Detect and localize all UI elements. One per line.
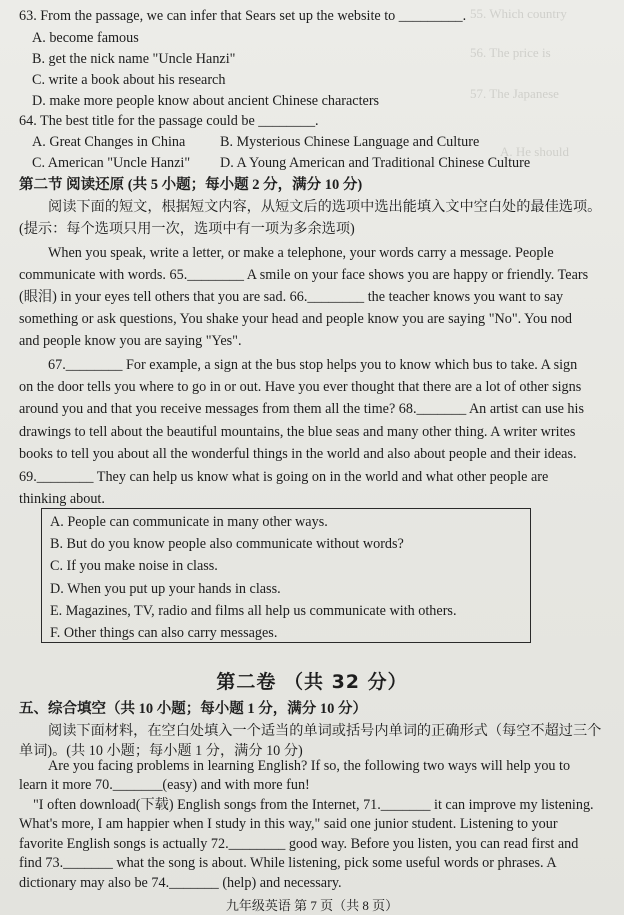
question-64-stem: 64. The best title for the passage could be ________.	[19, 113, 319, 129]
passage-line: 67.________ For example, a sign at the bus stop helps you to know which bus to take. A sign	[48, 357, 578, 373]
passage-2-line: find 73._______ what the song is about. While listening, pick some useful words or phrases. A	[19, 855, 557, 871]
section-5-title: 五、综合填空（共 10 小题；每小题 1 分，满分 10 分）	[19, 701, 367, 717]
passage-line: and people know you are saying "Yes".	[19, 333, 242, 349]
passage-line: thinking about.	[19, 491, 105, 507]
bleed-through-text: 57. The Japanese	[470, 86, 559, 101]
question-63-option-c: C. write a book about his research	[32, 72, 226, 88]
option-e: E. Magazines, TV, radio and films all help us communicate with others.	[50, 603, 457, 619]
section-2-title: 第二节 阅读还原 (共 5 小题；每小题 2 分，满分 10 分)	[19, 177, 363, 193]
passage-line: something or ask questions, You shake your head and people know you are saying "No". You nod	[19, 311, 573, 327]
passage-line: When you speak, write a letter, or make a telephone, your words carry a message. People	[48, 245, 554, 261]
bleed-through-text: 55. Which country	[470, 6, 567, 21]
bleed-through-text: A. He should	[500, 144, 569, 159]
passage-2-line: "I often download(下载) English songs from the Internet, 71._______ it can improve my listening.	[33, 797, 594, 813]
option-c: C. If you make noise in class.	[50, 558, 218, 574]
section-2-instruction: 阅读下面的短文，根据短文内容，从短文后的选项中选出能填入文中空白处的最佳选项。	[48, 199, 602, 215]
question-63-option-a: A. become famous	[32, 30, 139, 46]
passage-2-line: Are you facing problems in learning English? If so, the following two ways will help you to	[48, 758, 571, 774]
section-2-tip: (提示：每个选项只用一次，选项中有一项为多余选项)	[19, 221, 355, 237]
section-5-instruction-cont: 单词)。(共 10 小题；每小题 1 分，满分 10 分)	[19, 743, 303, 759]
question-63-option-d: D. make more people know about ancient Chinese characters	[32, 93, 380, 109]
question-63-stem: 63. From the passage, we can infer that Sears set up the website to _________.	[19, 8, 467, 24]
option-f: F. Other things can also carry messages.	[50, 625, 278, 641]
question-64-option-a: A. Great Changes in China	[32, 134, 186, 150]
passage-line: on the door tells you where to go in or out. Have you ever thought that there are a lot of other signs	[19, 379, 582, 395]
question-64-option-b: B. Mysterious Chinese Language and Culture	[220, 134, 480, 150]
option-b: B. But do you know people also communicate without words?	[50, 536, 404, 552]
volume-2-title: 第二卷 （共 32 分）	[216, 671, 408, 693]
passage-line: (眼泪) in your eyes tell others that you are sad. 66.________ the teacher knows you want to say	[19, 289, 564, 305]
passage-2-line: dictionary may also be 74._______ (help) and necessary.	[19, 875, 342, 891]
option-a: A. People can communicate in many other ways.	[50, 514, 328, 530]
bleed-through-text: 56. The price is	[470, 45, 551, 60]
passage-line: communicate with words. 65.________ A smile on your face shows you are happy or friendly. Tears	[19, 267, 589, 283]
passage-line: 69.________ They can help us know what is going on in the world and what other people are	[19, 469, 549, 485]
option-d: D. When you put up your hands in class.	[50, 581, 281, 597]
passage-2-line: What's more, I am happier when I study in this way," said one junior student. Listening to your	[19, 816, 558, 832]
passage-2-line: favorite English songs is actually 72.________ good way. Before you listen, you can read first and	[19, 836, 579, 852]
question-64-option-c: C. American "Uncle Hanzi"	[32, 155, 191, 171]
page-footer: 九年级英语 第 7 页（共 8 页）	[225, 898, 399, 913]
question-63-option-b: B. get the nick name "Uncle Hanzi"	[32, 51, 236, 67]
passage-2-line: learn it more 70._______(easy) and with more fun!	[19, 777, 310, 793]
question-64-option-d: D. A Young American and Traditional Chinese Culture	[220, 155, 531, 171]
passage-line: drawings to tell about the beautiful mountains, the blue seas and many other thing. A writer writes	[19, 424, 576, 440]
passage-line: books to tell you about all the wonderful things in the world and also about people and their ideas.	[19, 446, 577, 462]
passage-line: around you and that you receive messages from them all the time? 68._______ An artist can use his	[19, 401, 584, 417]
section-5-instruction: 阅读下面材料，在空白处填入一个适当的单词或括号内单词的正确形式（每空不超过三个	[48, 723, 602, 739]
